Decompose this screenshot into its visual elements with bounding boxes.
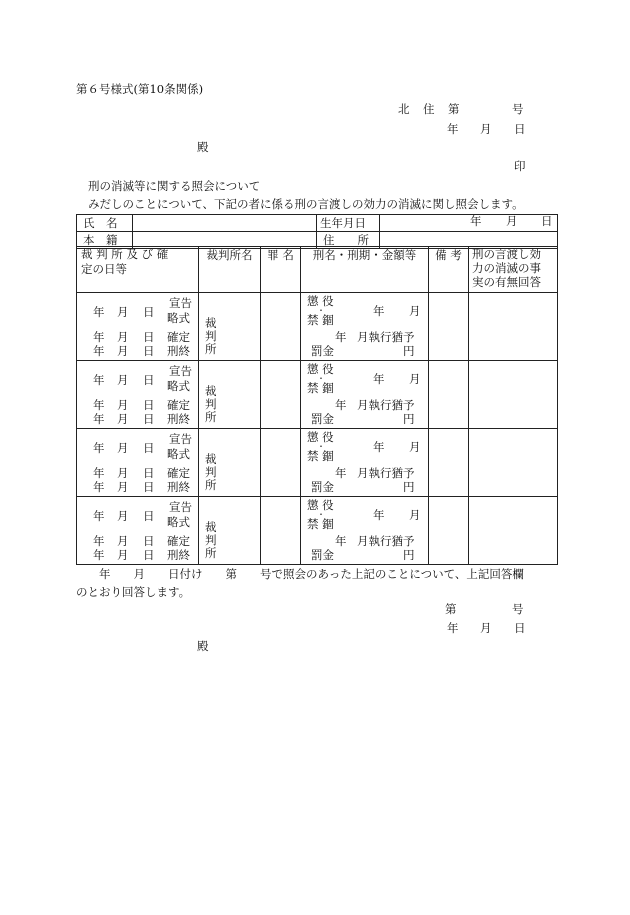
completed-day: 日 bbox=[143, 548, 155, 562]
finalized-label: 確定 bbox=[167, 534, 190, 548]
col-sentence-label: 刑名・刑期・金額等 bbox=[312, 248, 417, 262]
term-month: 月 bbox=[409, 372, 421, 386]
sentence-cell[interactable] bbox=[301, 293, 429, 361]
suspension-label: 月執行猶予 bbox=[357, 534, 415, 548]
sentence-labor: 懲 役 bbox=[307, 294, 334, 308]
finalized-day: 日 bbox=[143, 466, 155, 480]
col-court-dates bbox=[77, 247, 199, 293]
finalized-day: 日 bbox=[143, 330, 155, 344]
fine-label: 罰金 bbox=[311, 480, 334, 494]
court-char-1: 裁 bbox=[205, 384, 217, 398]
completed-month: 月 bbox=[117, 412, 129, 426]
verdict-year: 年 bbox=[93, 509, 105, 523]
sentence-cell[interactable] bbox=[301, 361, 429, 429]
verdict-year: 年 bbox=[93, 305, 105, 319]
summary-label: 略式 bbox=[167, 311, 190, 325]
completed-day: 日 bbox=[143, 412, 155, 426]
fine-label: 罰金 bbox=[311, 344, 334, 358]
court-char-3: 所 bbox=[205, 410, 217, 424]
completed-label: 刑終 bbox=[167, 344, 190, 358]
sentence-separator: ・ bbox=[317, 306, 325, 315]
fine-label: 罰金 bbox=[311, 548, 334, 562]
name-value-cell[interactable] bbox=[133, 215, 317, 232]
date-day: 日 bbox=[514, 122, 526, 136]
verdict-label: 宣告 bbox=[169, 432, 192, 446]
finalized-label: 確定 bbox=[167, 466, 190, 480]
court-char-2: 判 bbox=[205, 465, 217, 479]
suspension-year: 年 bbox=[335, 534, 347, 548]
verdict-day: 日 bbox=[143, 509, 155, 523]
bottom-date-month: 月 bbox=[480, 621, 492, 635]
bottom-date-year: 年 bbox=[447, 621, 459, 635]
finalized-year: 年 bbox=[93, 330, 105, 344]
name-label-cell bbox=[77, 215, 133, 232]
col-court-name bbox=[199, 247, 261, 293]
court-date-cell[interactable] bbox=[77, 429, 199, 497]
completed-label: 刑終 bbox=[167, 480, 190, 494]
crime-cell[interactable] bbox=[261, 293, 301, 361]
completed-month: 月 bbox=[117, 548, 129, 562]
sentence-imprison: 禁 錮 bbox=[307, 381, 334, 395]
finalized-day: 日 bbox=[143, 534, 155, 548]
completed-label: 刑終 bbox=[167, 548, 190, 562]
verdict-label: 宣告 bbox=[169, 500, 192, 514]
summary-label: 略式 bbox=[167, 447, 190, 461]
finalized-month: 月 bbox=[117, 534, 129, 548]
crime-cell[interactable] bbox=[261, 497, 301, 565]
date-year: 年 bbox=[447, 122, 459, 136]
col-crime bbox=[261, 247, 301, 293]
sentence-imprison: 禁 錮 bbox=[307, 517, 334, 531]
col-answer bbox=[469, 247, 558, 293]
completed-year: 年 bbox=[93, 344, 105, 358]
court-date-cell[interactable] bbox=[77, 497, 199, 565]
address-label: 住 所 bbox=[323, 233, 369, 247]
suspension-year: 年 bbox=[335, 398, 347, 412]
verdict-label: 宣告 bbox=[169, 364, 192, 378]
verdict-month: 月 bbox=[117, 509, 129, 523]
birth-label-cell bbox=[317, 215, 380, 232]
col-answer-line2: 力の消滅の事 bbox=[472, 261, 541, 275]
completed-year: 年 bbox=[93, 412, 105, 426]
remarks-cell[interactable] bbox=[429, 293, 469, 361]
yen-unit: 円 bbox=[403, 344, 415, 358]
seal-mark: 印 bbox=[514, 159, 526, 173]
sentence-labor: 懲 役 bbox=[307, 498, 334, 512]
sentence-labor: 懲 役 bbox=[307, 430, 334, 444]
court-char-3: 所 bbox=[205, 342, 217, 356]
name-label: 氏 名 bbox=[83, 216, 118, 230]
court-char-1: 裁 bbox=[205, 452, 217, 466]
sentence-separator: ・ bbox=[317, 510, 325, 519]
completed-month: 月 bbox=[117, 344, 129, 358]
col-remarks bbox=[429, 247, 469, 293]
col-crime-label: 罪 名 bbox=[267, 248, 294, 262]
reply-line-1: 年 月 日付け 第 号で照会のあった上記のことについて、上記回答欄 bbox=[76, 567, 524, 581]
sentence-imprison: 禁 錮 bbox=[307, 449, 334, 463]
court-date-cell[interactable] bbox=[77, 361, 199, 429]
addressee-suffix: 殿 bbox=[197, 140, 209, 154]
suspension-label: 月執行猶予 bbox=[357, 466, 415, 480]
finalized-year: 年 bbox=[93, 466, 105, 480]
verdict-day: 日 bbox=[143, 441, 155, 455]
person-table bbox=[76, 214, 558, 249]
court-char-2: 判 bbox=[205, 397, 217, 411]
term-year: 年 bbox=[373, 304, 385, 318]
finalized-year: 年 bbox=[93, 398, 105, 412]
crime-cell[interactable] bbox=[261, 361, 301, 429]
completed-day: 日 bbox=[143, 480, 155, 494]
col-answer-line3: 実の有無回答 bbox=[472, 275, 541, 289]
summary-label: 略式 bbox=[167, 515, 190, 529]
sentence-imprison: 禁 錮 bbox=[307, 313, 334, 327]
birth-value-cell[interactable] bbox=[380, 215, 558, 232]
remarks-cell[interactable] bbox=[429, 429, 469, 497]
record-row bbox=[77, 497, 558, 565]
yen-unit: 円 bbox=[403, 412, 415, 426]
sentence-cell[interactable] bbox=[301, 429, 429, 497]
court-char-1: 裁 bbox=[205, 316, 217, 330]
court-char-3: 所 bbox=[205, 478, 217, 492]
bottom-number-suffix: 号 bbox=[512, 602, 524, 616]
birth-day-unit: 日 bbox=[541, 214, 553, 228]
record-row bbox=[77, 429, 558, 497]
court-name-cell[interactable] bbox=[199, 429, 261, 497]
completed-day: 日 bbox=[143, 344, 155, 358]
term-month: 月 bbox=[409, 508, 421, 522]
sentence-cell[interactable] bbox=[301, 497, 429, 565]
court-date-cell[interactable] bbox=[77, 293, 199, 361]
term-month: 月 bbox=[409, 440, 421, 454]
answer-cell[interactable] bbox=[469, 429, 558, 497]
crime-cell[interactable] bbox=[261, 429, 301, 497]
reply-line-2: のとおり回答します。 bbox=[76, 585, 191, 599]
finalized-year: 年 bbox=[93, 534, 105, 548]
col-answer-line1: 刑の言渡し効 bbox=[472, 247, 541, 261]
finalized-label: 確定 bbox=[167, 330, 190, 344]
intro-line: みだしのことについて、下記の者に係る刑の言渡しの効力の消滅に関し照会します。 bbox=[88, 197, 524, 211]
court-char-2: 判 bbox=[205, 533, 217, 547]
fine-label: 罰金 bbox=[311, 412, 334, 426]
summary-label: 略式 bbox=[167, 379, 190, 393]
verdict-month: 月 bbox=[117, 305, 129, 319]
term-year: 年 bbox=[373, 372, 385, 386]
suspension-label: 月執行猶予 bbox=[357, 398, 415, 412]
form-label: 第６号様式(第10条関係) bbox=[76, 82, 204, 96]
verdict-month: 月 bbox=[117, 373, 129, 387]
birth-month-unit: 月 bbox=[506, 214, 518, 228]
court-name-cell[interactable] bbox=[199, 497, 261, 565]
answer-cell[interactable] bbox=[469, 361, 558, 429]
document-number-suffix: 号 bbox=[512, 102, 524, 116]
bottom-number-prefix: 第 bbox=[445, 602, 457, 616]
col-court-name-label: 裁判所名 bbox=[206, 248, 253, 262]
record-row bbox=[77, 293, 558, 361]
col-sentence bbox=[301, 247, 429, 293]
term-month: 月 bbox=[409, 304, 421, 318]
bottom-date-day: 日 bbox=[514, 621, 526, 635]
date-month: 月 bbox=[480, 122, 492, 136]
bottom-addressee-suffix: 殿 bbox=[197, 639, 209, 653]
finalized-month: 月 bbox=[117, 398, 129, 412]
remarks-cell[interactable] bbox=[429, 497, 469, 565]
court-name-cell[interactable] bbox=[199, 293, 261, 361]
suspension-year: 年 bbox=[335, 330, 347, 344]
document-number-prefix: 北 住 第 bbox=[398, 102, 461, 116]
col-court-dates-line1: 裁 判 所 及 び 確 bbox=[81, 247, 169, 261]
court-char-3: 所 bbox=[205, 546, 217, 560]
sentence-labor: 懲 役 bbox=[307, 362, 334, 376]
remarks-cell[interactable] bbox=[429, 361, 469, 429]
finalized-day: 日 bbox=[143, 398, 155, 412]
birth-year-unit: 年 bbox=[470, 214, 482, 228]
finalized-month: 月 bbox=[117, 466, 129, 480]
suspension-label: 月執行猶予 bbox=[357, 330, 415, 344]
answer-cell[interactable] bbox=[469, 293, 558, 361]
finalized-month: 月 bbox=[117, 330, 129, 344]
record-table bbox=[76, 246, 558, 565]
court-char-2: 判 bbox=[205, 329, 217, 343]
completed-label: 刑終 bbox=[167, 412, 190, 426]
answer-cell[interactable] bbox=[469, 497, 558, 565]
verdict-year: 年 bbox=[93, 441, 105, 455]
court-char-1: 裁 bbox=[205, 520, 217, 534]
completed-year: 年 bbox=[93, 548, 105, 562]
col-remarks-label: 備 考 bbox=[435, 248, 462, 262]
record-row bbox=[77, 361, 558, 429]
court-name-cell[interactable] bbox=[199, 361, 261, 429]
sentence-separator: ・ bbox=[317, 374, 325, 383]
term-year: 年 bbox=[373, 508, 385, 522]
subject-line: 刑の消滅等に関する照会について bbox=[88, 179, 261, 193]
term-year: 年 bbox=[373, 440, 385, 454]
yen-unit: 円 bbox=[403, 480, 415, 494]
sentence-separator: ・ bbox=[317, 442, 325, 451]
completed-year: 年 bbox=[93, 480, 105, 494]
col-court-dates-line2: 定の日等 bbox=[81, 262, 127, 276]
birth-label: 生年月日 bbox=[320, 216, 366, 230]
completed-month: 月 bbox=[117, 480, 129, 494]
verdict-day: 日 bbox=[143, 373, 155, 387]
yen-unit: 円 bbox=[403, 548, 415, 562]
suspension-year: 年 bbox=[335, 466, 347, 480]
finalized-label: 確定 bbox=[167, 398, 190, 412]
domicile-label: 本 籍 bbox=[83, 233, 118, 247]
verdict-label: 宣告 bbox=[169, 296, 192, 310]
verdict-year: 年 bbox=[93, 373, 105, 387]
verdict-month: 月 bbox=[117, 441, 129, 455]
verdict-day: 日 bbox=[143, 305, 155, 319]
